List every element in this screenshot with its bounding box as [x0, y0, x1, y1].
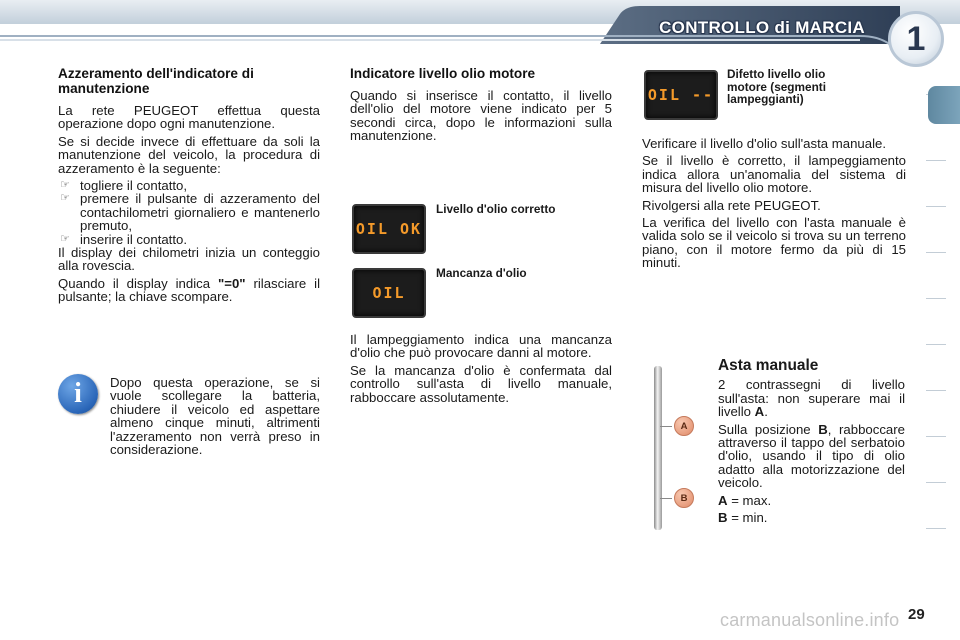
- legend-max: A = max.: [718, 492, 772, 508]
- paragraph: Sulla posizione B, rabboccare attraverso il tappo del serbatoio d'olio, usando il tipo di olio adatto alla motorizzazione del veicolo.: [718, 421, 905, 491]
- section-heading-dipstick: Asta manuale: [718, 357, 819, 374]
- paragraph: Il display dei chilometri inizia un conteggio alla rovescia.: [58, 245, 320, 274]
- label-oil-ok: Livello d'olio corretto: [436, 202, 556, 216]
- pointing-hand-icon: ☞: [60, 192, 70, 205]
- oil-low-notes: [350, 333, 612, 408]
- chapter-tab-rail: [926, 64, 960, 576]
- dipstick-illustration: [654, 366, 662, 530]
- section-heading-oil-level: Indicatore livello olio motore: [350, 66, 536, 81]
- column-maintenance-reset: [58, 66, 320, 308]
- list-item: ☞ inserire il contatto.: [60, 231, 188, 247]
- info-icon: i: [58, 374, 98, 414]
- reset-steps-list: [58, 179, 320, 246]
- dipstick-mark-b: B: [674, 488, 694, 508]
- display-oil-ok: OIL OK: [352, 204, 426, 254]
- page-number: 29: [908, 606, 925, 623]
- legend-min: B = min.: [718, 510, 768, 526]
- paragraph: 2 contrassegni di livello sull'asta: non superare mai il livello A.: [718, 377, 905, 420]
- pointing-hand-icon: ☞: [60, 232, 70, 245]
- pointing-hand-icon: ☞: [60, 179, 70, 192]
- dipstick-notch-max: [660, 426, 672, 427]
- column-oil-level-indicator: [350, 66, 612, 147]
- dipstick-notch-min: [660, 498, 672, 499]
- display-oil-low: OIL: [352, 268, 426, 318]
- active-chapter-tab[interactable]: [928, 86, 960, 124]
- paragraph: Verificare il livello d'olio sull'asta manuale.: [642, 136, 886, 151]
- paragraph: Quando il display indica "=0" rilasciare il pulsante; la chiave scompare.: [58, 275, 320, 305]
- paragraph: Il lampeggiamento indica una mancanza d'olio che può provocare danni al motore.: [350, 332, 612, 361]
- paragraph: Rivolgersi alla rete PEUGEOT.: [642, 197, 821, 213]
- paragraph: La verifica del livello con l'asta manuale è valida solo se il veicolo si trova su un terreno piano, con il motore fermo da più di 15 minuti.: [642, 215, 906, 271]
- display-oil-fault: OIL --: [644, 70, 718, 120]
- chapter-title: CONTROLLO di MARCIA: [659, 18, 865, 37]
- paragraph: Se il livello è corretto, il lampeggiamento indica allora un'anomalia del sistema di misura del livello olio motore.: [642, 153, 906, 196]
- column-oil-fault-notes: [642, 137, 906, 274]
- paragraph: Se la mancanza d'olio è confermata dal controllo sull'asta di livello manuale, rabboccare assolutamente.: [350, 362, 612, 405]
- dipstick-mark-a: A: [674, 416, 694, 436]
- label-oil-fault: Difetto livello olio motore (segmenti lampeggianti): [727, 67, 826, 106]
- paragraph: Quando si inserisce il contatto, il livello dell'olio del motore viene indicato per 5 secondi circa, dopo le informazioni sulla manutenzione.: [350, 88, 612, 144]
- list-item: ☞ premere il pulsante di azzeramento del contachilometri giornaliero e mantenerlo premuto,: [60, 191, 320, 234]
- paragraph: La rete PEUGEOT effettua questa operazione dopo ogni manutenzione.: [58, 103, 320, 132]
- paragraph: Se si decide invece di effettuare da soli la manutenzione del veicolo, la procedura di azzeramento è la seguente:: [58, 133, 320, 176]
- section-heading-reset: Azzeramento dell'indicatore di manutenzione: [58, 66, 254, 96]
- watermark: carmanualsonline.info: [720, 610, 900, 630]
- info-note: Dopo questa operazione, se si vuole scollegare la batteria, chiudere il veicolo ed aspettare almeno cinque minuti, altrimenti l'azzeramento non verrà preso in considerazione.: [110, 375, 320, 458]
- dipstick-notes: [718, 359, 905, 528]
- label-oil-low: Mancanza d'olio: [436, 266, 527, 280]
- list-item: ☞ togliere il contatto,: [60, 178, 188, 194]
- chapter-number-badge: 1: [888, 11, 944, 67]
